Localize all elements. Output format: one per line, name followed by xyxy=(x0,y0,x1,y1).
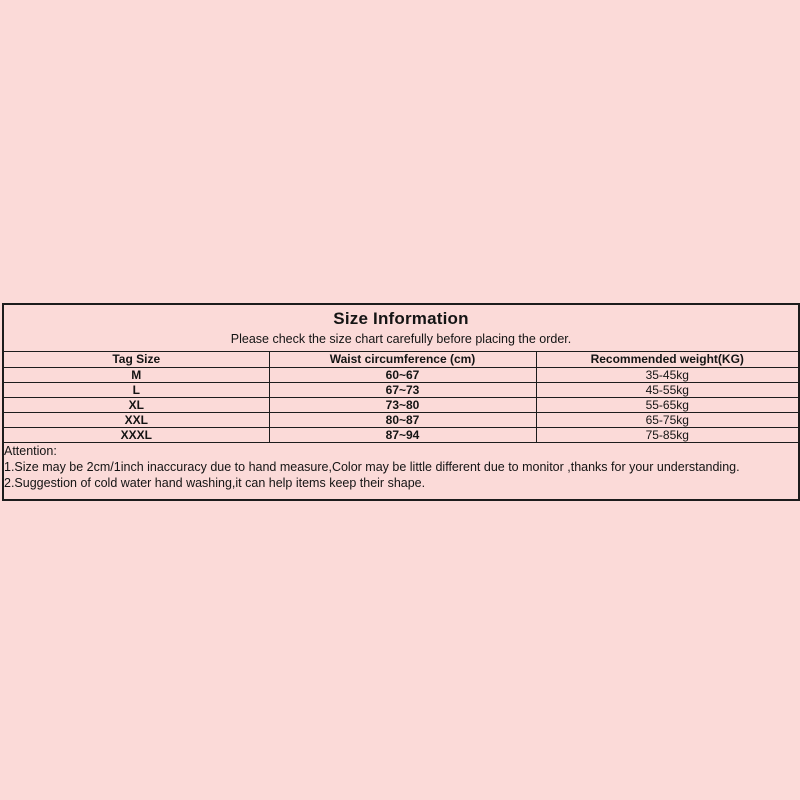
notes-row xyxy=(3,442,799,500)
tag-size-value: M xyxy=(3,367,269,382)
table-row xyxy=(3,367,799,382)
waist-value: 67~73 xyxy=(269,382,536,397)
tag-size-value: XXL xyxy=(3,412,269,427)
weight-value: 35-45kg xyxy=(536,367,799,382)
table-header-row xyxy=(3,351,799,367)
size-information-table xyxy=(2,303,800,501)
tag-size-value: XL xyxy=(3,397,269,412)
table-row xyxy=(3,412,799,427)
page-subtitle: Please check the size chart carefully before placing the order. xyxy=(230,331,572,346)
tag-size-value: XXXL xyxy=(3,427,269,442)
attention-heading: Attention: xyxy=(4,443,57,458)
weight-value: 75-85kg xyxy=(536,427,799,442)
column-header-tag-size: Tag Size xyxy=(3,351,269,367)
attention-note-1: 1.Size may be 2cm/1inch inaccuracy due to hand measure,Color may be little different due to monitor ,thanks for your understanding. xyxy=(4,459,740,474)
column-header-recommended-weight: Recommended weight(KG) xyxy=(536,351,799,367)
attention-note-2: 2.Suggestion of cold water hand washing,it can help items keep their shape. xyxy=(4,475,426,490)
page-title: Size Information xyxy=(333,308,469,328)
tag-size-value: L xyxy=(3,382,269,397)
waist-value: 80~87 xyxy=(269,412,536,427)
waist-value: 87~94 xyxy=(269,427,536,442)
waist-value: 73~80 xyxy=(269,397,536,412)
weight-value: 65-75kg xyxy=(536,412,799,427)
table-row xyxy=(3,382,799,397)
title-row xyxy=(3,304,799,351)
weight-value: 55-65kg xyxy=(536,397,799,412)
table-row xyxy=(3,397,799,412)
table-row xyxy=(3,427,799,442)
attention-notes xyxy=(3,442,799,500)
title-cell xyxy=(3,304,799,351)
weight-value: 45-55kg xyxy=(536,382,799,397)
column-header-waist-circumference: Waist circumference (cm) xyxy=(269,351,536,367)
waist-value: 60~67 xyxy=(269,367,536,382)
